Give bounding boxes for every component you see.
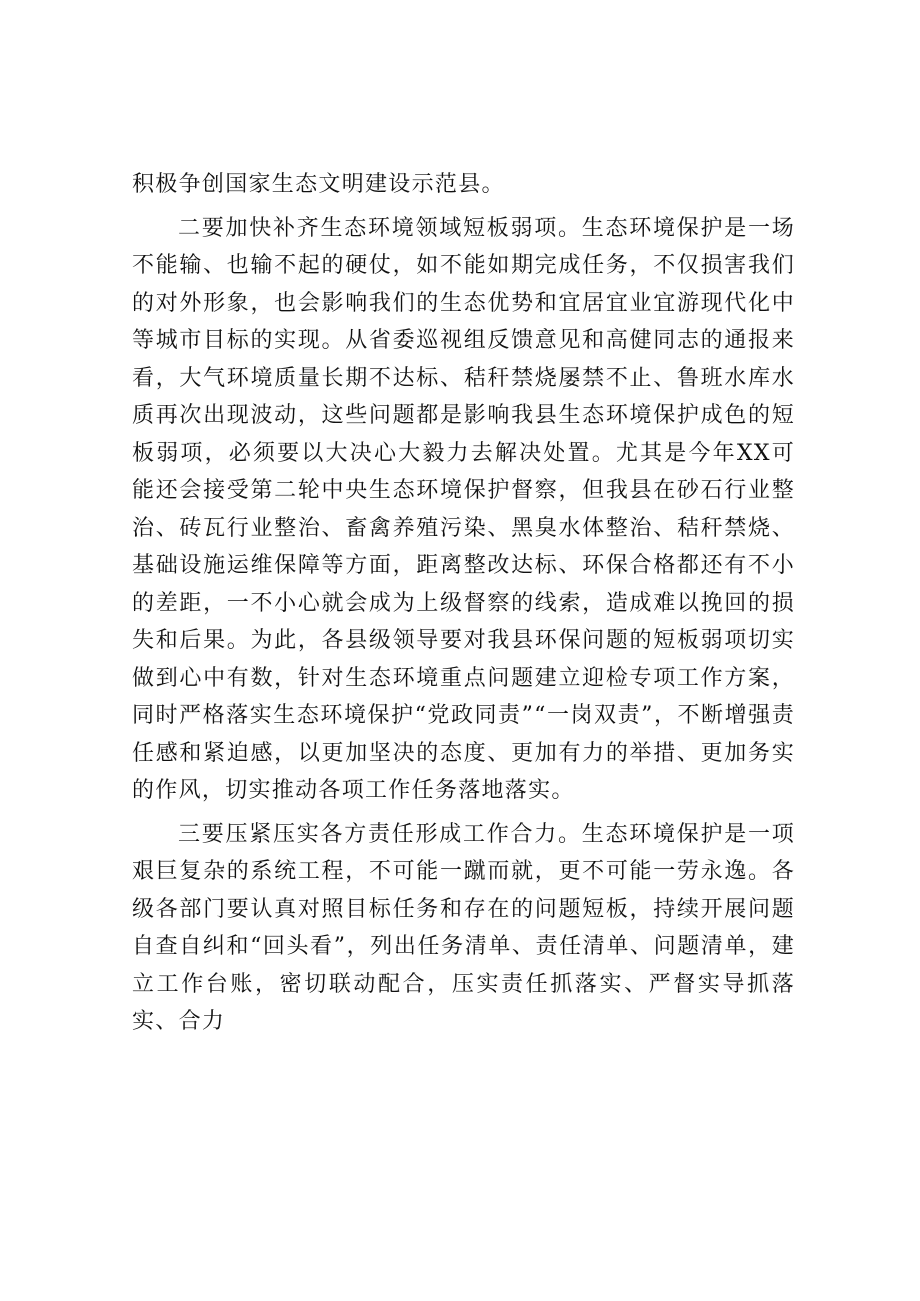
body-text — [132, 166, 795, 1041]
paragraph-continuation: 积极争创国家生态文明建设示范县。 — [132, 172, 505, 197]
paragraph-second-point: 二要加快补齐生态环境领域短板弱项。生态环境保护是一场不能输、也输不起的硬仗，如不能如期完成任务，不仅损害我们的对外形象，也会影响我们的生态优势和宜居宜业宜游现代化中等城市目标的实现。从省委巡视组反馈意见和高健同志的通报来看，大气环境质量长期不达标、秸秆禁烧屡禁不止、鲁班水库水质再次出现波动，这些问题都是影响我县生态环境保护成色的短板弱项，必须要以大决心大毅力去解决处置。尤其是今年XX可能还会接受第二轮中央生态环境保护督察，但我县在砂石行业整治、砖瓦行业整治、畜禽养殖污染、黑臭水体整治、秸秆禁烧、基础设施运维保障等方面，距离整改达标、环保合格都还有不小的差距，一不小心就会成为上级督察的线索，造成难以挽回的损失和后果。为此，各县级领导要对我县环保问题的短板弱项切实做到心中有数，针对生态环境重点问题建立迎检专项工作方案，同时严格落实生态环境保护“党政同责”“一岗双责”，不断增强责任感和紧迫感，以更加坚决的态度、更加有力的举措、更加务实的作风，切实推动各项工作任务落地落实。 — [132, 215, 795, 803]
paragraph-third-point: 三要压紧压实各方责任形成工作合力。生态环境保护是一项艰巨复杂的系统工程，不可能一蹴而就，更不可能一劳永逸。各级各部门要认真对照目标任务和存在的问题短板，持续开展问题自查自纠和“回头看”，列出任务清单、责任清单、问题清单，建立工作台账，密切联动配合，压实责任抓落实、严督实导抓落实、合力 — [132, 821, 795, 1034]
